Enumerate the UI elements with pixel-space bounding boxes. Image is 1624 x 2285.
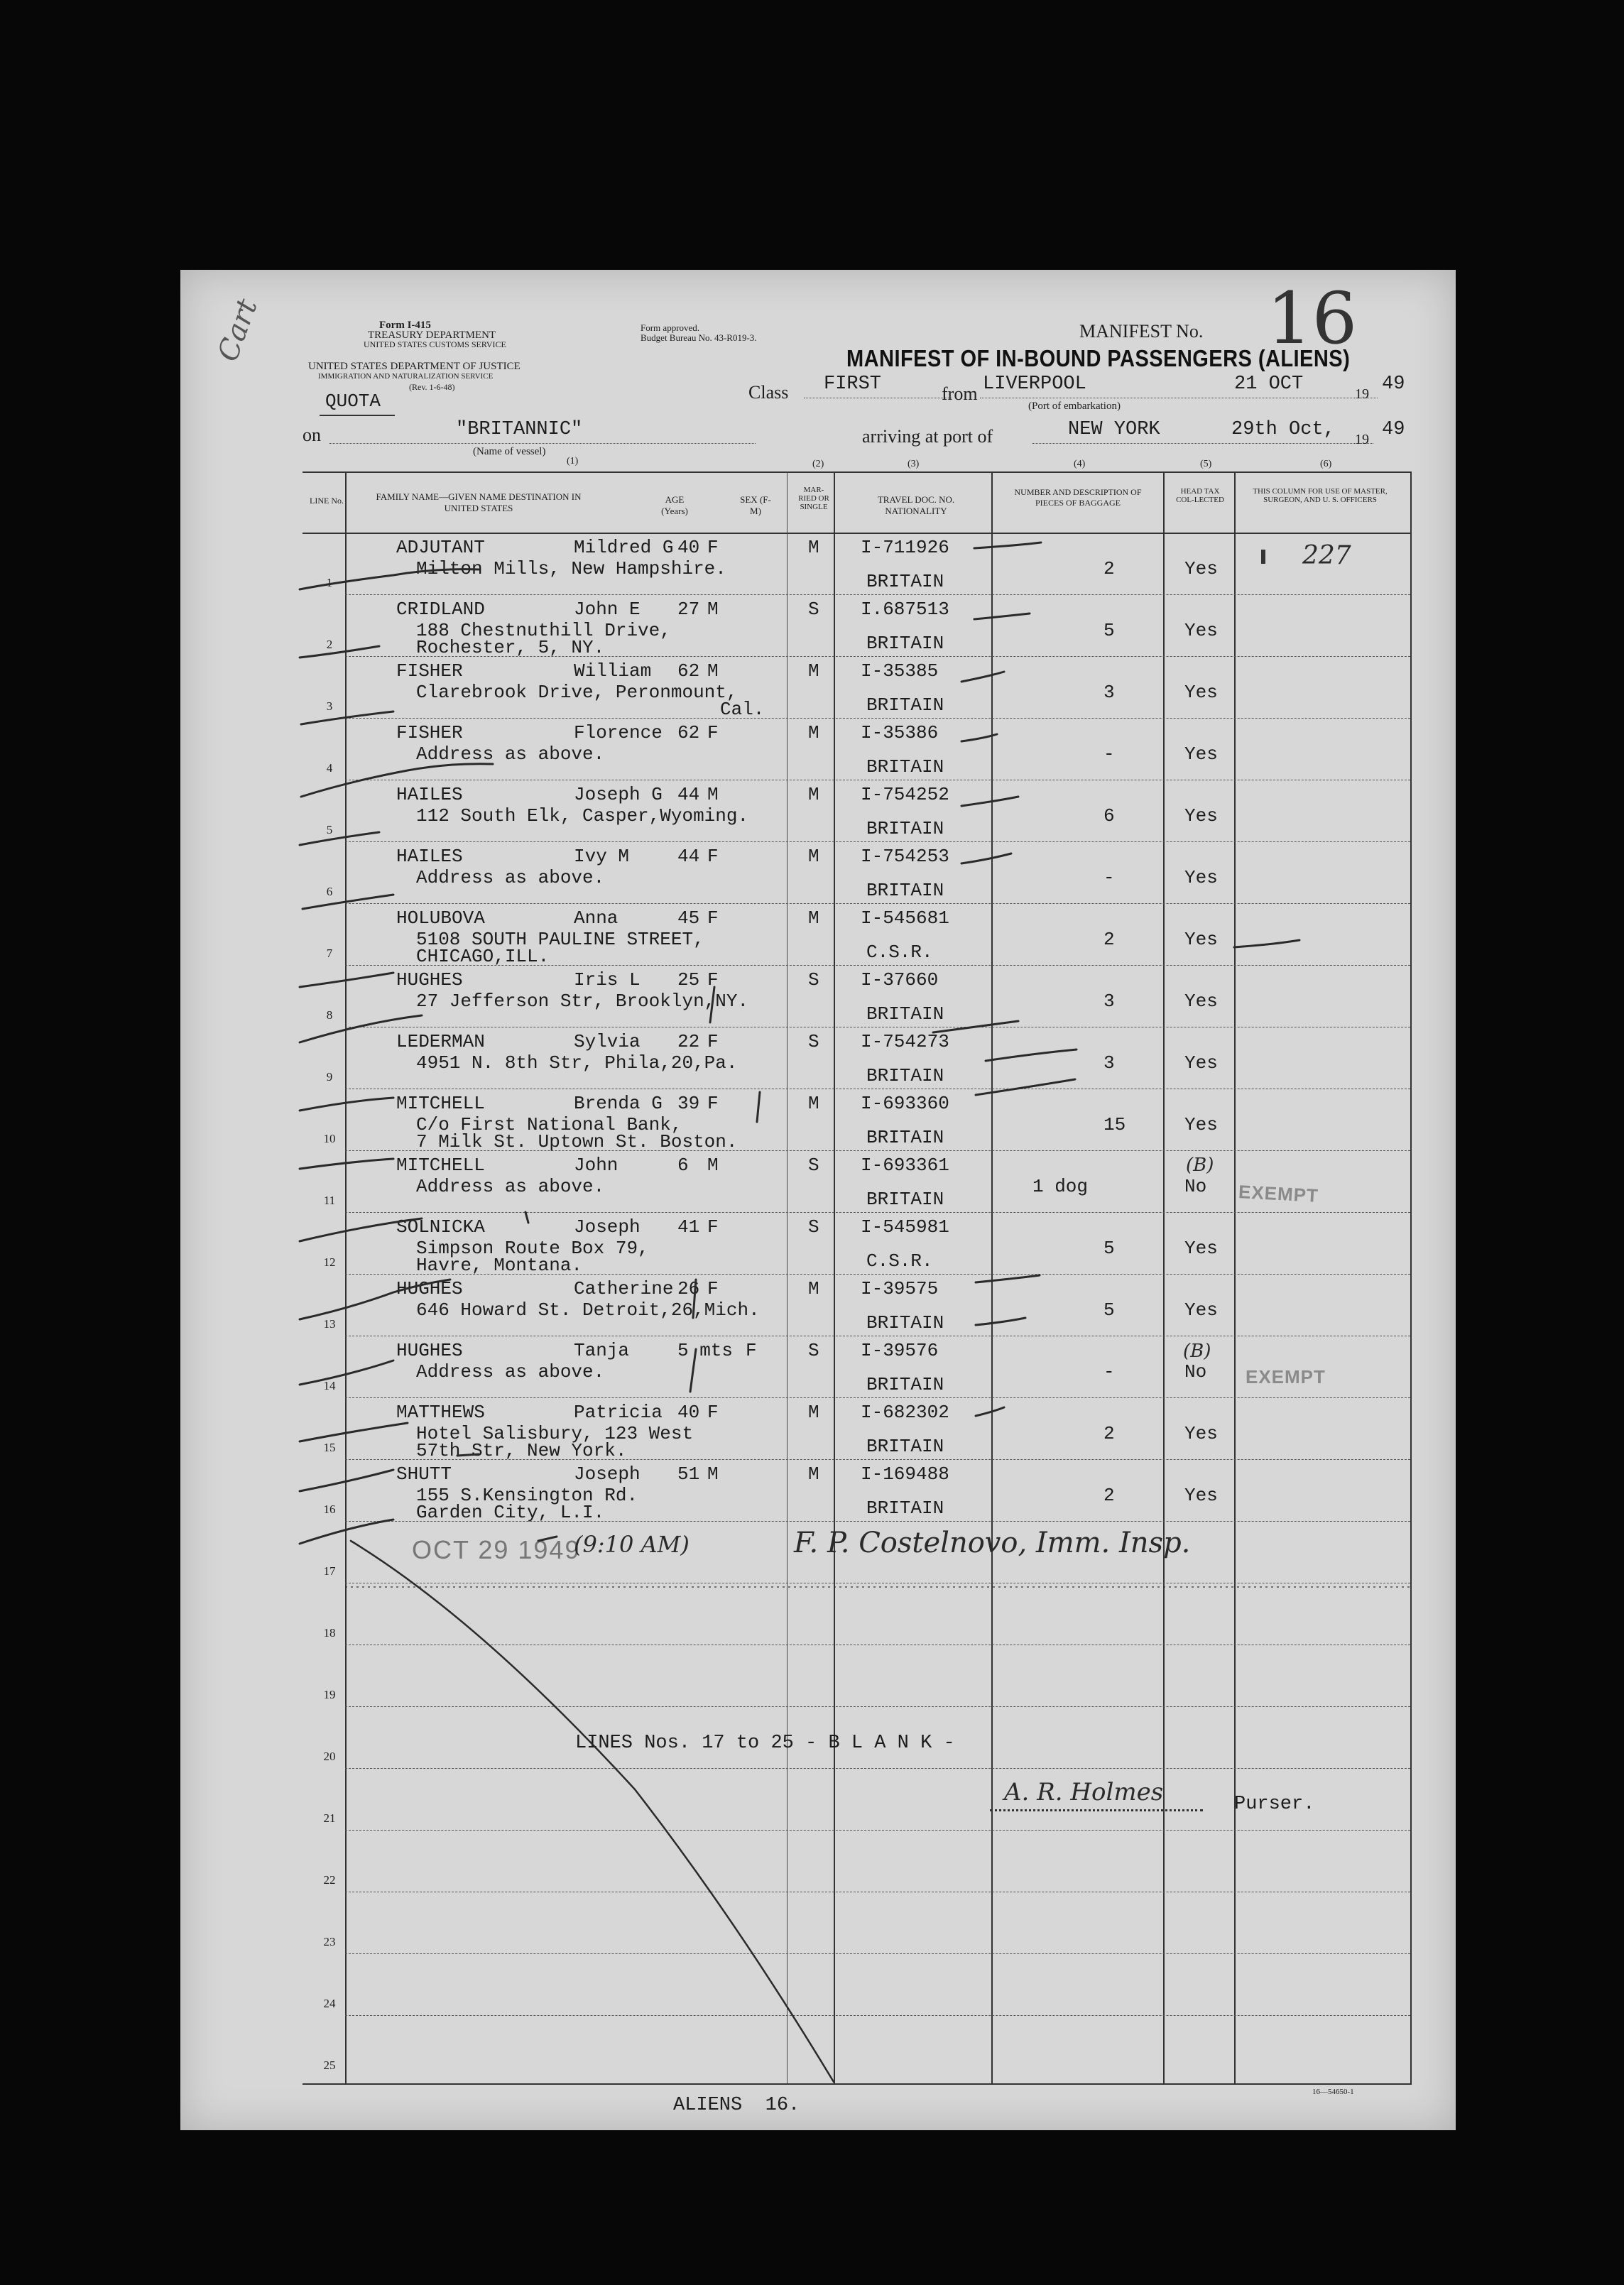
customs-service: UNITED STATES CUSTOMS SERVICE [364, 339, 506, 349]
purser-signature: A. R. Holmes [1004, 1778, 1164, 1806]
sex-value: F [746, 1340, 757, 1361]
treasury-department: TREASURY DEPARTMENT [368, 329, 496, 341]
from-label: from [942, 383, 978, 404]
destination-line-2: Cal. [720, 699, 765, 720]
travel-doc-number: I-693361 [861, 1155, 949, 1176]
travel-doc-number: I-754252 [861, 784, 949, 805]
nationality: BRITAIN [866, 571, 944, 592]
line-number: 11 [323, 1194, 336, 1207]
travel-doc-number: I-35386 [861, 722, 939, 743]
family-name: HUGHES [396, 969, 463, 991]
nationality: C.S.R. [866, 942, 933, 963]
line-number: 1 [326, 576, 333, 589]
age-value: 26 [677, 1278, 700, 1299]
destination-line-2: 57th Str, New York. [416, 1440, 627, 1461]
family-name: HAILES [396, 784, 463, 805]
marital-status: M [808, 846, 819, 867]
age-value: 5 mts [677, 1340, 734, 1361]
travel-doc-number: I-754273 [861, 1031, 949, 1052]
marital-status: M [808, 722, 819, 743]
nationality: BRITAIN [866, 880, 944, 901]
nationality: BRITAIN [866, 1498, 944, 1519]
baggage-count: - [1103, 867, 1115, 888]
sex-value: F [707, 1093, 719, 1114]
baggage-count: 3 [1103, 682, 1115, 703]
family-name: HAILES [396, 846, 463, 867]
age-value: 62 [677, 722, 700, 743]
line-number: 15 [323, 1441, 336, 1454]
line-number: 10 [323, 1132, 336, 1145]
head-tax: No [1184, 1361, 1207, 1383]
destination-line-1: 112 South Elk, Casper,Wyoming. [416, 805, 749, 827]
head-tax: No [1184, 1176, 1207, 1197]
given-name: Joseph [574, 1463, 641, 1485]
nationality: BRITAIN [866, 756, 944, 778]
nationality: BRITAIN [866, 1189, 944, 1210]
given-name: Brenda G [574, 1093, 663, 1114]
family-name: SHUTT [396, 1463, 452, 1485]
travel-doc-number: I-37660 [861, 969, 939, 991]
marital-status: M [808, 660, 819, 682]
head-tax: Yes [1184, 682, 1218, 703]
head-tax: Yes [1184, 558, 1218, 579]
marital-status: M [808, 1093, 819, 1114]
destination-line-1: C/o First National Bank, [416, 1114, 682, 1135]
destination-line-2: 7 Milk St. Uptown St. Boston. [416, 1131, 738, 1152]
age-value: 40 [677, 537, 700, 558]
sex-value: M [707, 660, 719, 682]
head-tax: Yes [1184, 1299, 1218, 1321]
line-number: 9 [326, 1070, 333, 1084]
baggage-count: 2 [1103, 929, 1115, 950]
marital-status: S [808, 1216, 819, 1238]
line-number: 8 [326, 1008, 333, 1022]
nationality: BRITAIN [866, 818, 944, 839]
baggage-count: 1 dog [1032, 1176, 1089, 1197]
travel-doc-number: I-169488 [861, 1463, 949, 1485]
purser-label: Purser. [1234, 1794, 1315, 1815]
sex-value: F [707, 846, 719, 867]
destination-line-2: Havre, Montana. [416, 1255, 583, 1276]
travel-doc-number: I-711926 [861, 537, 949, 558]
given-name: Tanja [574, 1340, 630, 1361]
marital-status: S [808, 1155, 819, 1176]
col-number-5: (5) [1200, 459, 1212, 469]
age-value: 40 [677, 1402, 700, 1423]
line-number: 4 [326, 761, 333, 775]
given-name: Mildred G [574, 537, 674, 558]
family-name: FISHER [396, 722, 463, 743]
departure-date: 21 OCT [1234, 373, 1304, 395]
line-number: 24 [323, 1997, 336, 2010]
given-name: Catherine [574, 1278, 674, 1299]
line-number: 7 [326, 947, 333, 960]
sex-value: F [707, 1031, 719, 1052]
arrival-port: NEW YORK [1068, 419, 1160, 440]
vessel-name: "BRITANNIC" [456, 419, 583, 440]
marital-status: M [808, 1278, 819, 1299]
family-name: FISHER [396, 660, 463, 682]
destination-line-1: 4951 N. 8th Str, Phila,20,Pa. [416, 1052, 738, 1074]
marital-status: S [808, 599, 819, 620]
nationality: BRITAIN [866, 1312, 944, 1334]
family-name: HOLUBOVA [396, 907, 485, 929]
nationality: BRITAIN [866, 1127, 944, 1148]
department-of-justice: UNITED STATES DEPARTMENT OF JUSTICE [308, 361, 521, 372]
arrival-date: 29th Oct, [1231, 419, 1335, 440]
sex-value: F [707, 1402, 719, 1423]
line-number: 5 [326, 823, 333, 836]
quota-label: QUOTA [325, 391, 381, 412]
manifest-title: MANIFEST OF IN-BOUND PASSENGERS (ALIENS) [846, 345, 1351, 371]
destination-line-1: Milton Mills, New Hampshire. [416, 558, 726, 579]
head-tax: Yes [1184, 1485, 1218, 1506]
head-tax: Yes [1184, 1052, 1218, 1074]
destination-line-1: 646 Howard St. Detroit,26,Mich. [416, 1299, 760, 1321]
head-tax: Yes [1184, 991, 1218, 1012]
line-number: 25 [323, 2058, 336, 2072]
baggage-count: 2 [1103, 1423, 1115, 1444]
col-number-4: (4) [1074, 459, 1086, 469]
rev-label: (Rev. 1-6-48) [409, 382, 455, 392]
given-name: Florence [574, 722, 663, 743]
family-name: MITCHELL [396, 1155, 485, 1176]
baggage-count: 3 [1103, 1052, 1115, 1074]
departure-year: 49 [1382, 373, 1405, 395]
age-value: 22 [677, 1031, 700, 1052]
inspection-time-note: (9:10 AM) [574, 1531, 690, 1558]
family-name: HUGHES [396, 1278, 463, 1299]
marital-status: M [808, 1463, 819, 1485]
baggage-count: - [1103, 743, 1115, 765]
col-header-sex: SEX (F-M) [740, 494, 771, 516]
age-value: 6 [677, 1155, 689, 1176]
marital-status: S [808, 969, 819, 991]
officer-note-row1: 227 [1302, 541, 1351, 570]
travel-doc-number: I-682302 [861, 1402, 949, 1423]
inspection-date-stamp: OCT 29 1949 [412, 1535, 581, 1564]
class-value: FIRST [824, 373, 882, 395]
marital-status: M [808, 1402, 819, 1423]
manifest-no-label: MANIFEST No. [1079, 321, 1204, 342]
port-embark-caption: (Port of embarkation) [1028, 400, 1121, 412]
col-header-travel-doc: TRAVEL DOC. NO. NATIONALITY [877, 494, 955, 516]
family-name: ADJUTANT [396, 537, 485, 558]
given-name: Anna [574, 907, 618, 929]
destination-line-1: Hotel Salisbury, 123 West [416, 1423, 694, 1444]
sex-value: F [707, 1216, 719, 1238]
age-value: 39 [677, 1093, 700, 1114]
col-header-head-tax: HEAD TAX COL-LECTED [1176, 487, 1224, 504]
given-name: Patricia [574, 1402, 663, 1423]
marital-status: S [808, 1031, 819, 1052]
destination-line-1: Simpson Route Box 79, [416, 1238, 649, 1259]
inspector-signature: F. P. Costelnovo, Imm. Insp. [794, 1527, 1191, 1559]
age-value: 25 [677, 969, 700, 991]
family-name: CRIDLAND [396, 599, 485, 620]
baggage-count: 2 [1103, 1485, 1115, 1506]
margin-note: Cart [211, 295, 264, 366]
baggage-count: 6 [1103, 805, 1115, 827]
destination-line-1: 155 S.Kensington Rd. [416, 1485, 638, 1506]
travel-doc-number: I-693360 [861, 1093, 949, 1114]
col-header-name: FAMILY NAME—GIVEN NAME DESTINATION IN UNITED STATES [376, 491, 582, 513]
line-number: 13 [323, 1317, 336, 1331]
col-header-officers: THIS COLUMN FOR USE OF MASTER, SURGEON, AND U. S. OFFICERS [1253, 487, 1388, 504]
given-name: John [574, 1155, 618, 1176]
line-number: 18 [323, 1626, 336, 1640]
col-number-3: (3) [908, 459, 920, 469]
b-mark-row14: (B) [1183, 1341, 1211, 1362]
head-tax: Yes [1184, 1423, 1218, 1444]
given-name: Joseph G [574, 784, 663, 805]
footer-code: 16—54650-1 [1312, 2088, 1354, 2096]
sex-value: F [707, 722, 719, 743]
nationality: BRITAIN [866, 694, 944, 716]
nationality: BRITAIN [866, 633, 944, 654]
line-number: 14 [323, 1379, 336, 1392]
family-name: HUGHES [396, 1340, 463, 1361]
handwritten-strokes [180, 270, 1456, 2130]
line-number: 22 [323, 1873, 336, 1887]
class-label: Class [748, 382, 789, 403]
given-name: John E [574, 599, 641, 620]
col-header-line-no: LINE No. [310, 496, 344, 506]
marital-status: M [808, 784, 819, 805]
travel-doc-number: I-754253 [861, 846, 949, 867]
line-number: 23 [323, 1935, 336, 1948]
manifest-no-value: 16 [1267, 277, 1358, 360]
col-number-1: (1) [567, 456, 579, 467]
travel-doc-number: I.687513 [861, 599, 949, 620]
destination-line-1: 5108 SOUTH PAULINE STREET, [416, 929, 704, 950]
exempt-stamp-row11: EXEMPT [1238, 1181, 1319, 1206]
given-name: Sylvia [574, 1031, 641, 1052]
manifest-page [180, 270, 1456, 2130]
age-value: 51 [677, 1463, 700, 1485]
footer-aliens: ALIENS 16. [673, 2095, 800, 2116]
age-value: 44 [677, 846, 700, 867]
line-number: 3 [326, 699, 333, 713]
nationality: BRITAIN [866, 1065, 944, 1086]
destination-line-2: CHICAGO,ILL. [416, 946, 550, 967]
travel-doc-number: I-35385 [861, 660, 939, 682]
travel-doc-number: I-545981 [861, 1216, 949, 1238]
destination-line-1: 27 Jefferson Str, Brooklyn,NY. [416, 991, 749, 1012]
marital-status: M [808, 907, 819, 929]
nationality: C.S.R. [866, 1250, 933, 1272]
destination-line-1: 188 Chestnuthill Drive, [416, 620, 671, 641]
ins-label: IMMIGRATION AND NATURALIZATION SERVICE [318, 372, 494, 381]
line-number: 19 [323, 1688, 336, 1701]
destination-line-1: Address as above. [416, 1176, 605, 1197]
head-tax: Yes [1184, 620, 1218, 641]
destination-line-1: Clarebrook Drive, Peronmount, [416, 682, 738, 703]
blank-lines-note: LINES Nos. 17 to 25 - B L A N K - [575, 1733, 955, 1754]
age-value: 27 [677, 599, 700, 620]
sex-value: F [707, 907, 719, 929]
family-name: SOLNICKA [396, 1216, 485, 1238]
travel-doc-number: I-39576 [861, 1340, 939, 1361]
line-number: 12 [323, 1255, 336, 1269]
destination-line-2: Garden City, L.I. [416, 1502, 605, 1523]
line-number: 2 [326, 638, 333, 651]
col-number-2: (2) [812, 459, 824, 469]
age-value: 62 [677, 660, 700, 682]
sex-value: F [707, 969, 719, 991]
given-name: Iris L [574, 969, 641, 991]
travel-doc-number: I-39575 [861, 1278, 939, 1299]
marital-status: S [808, 1340, 819, 1361]
head-tax: Yes [1184, 1114, 1218, 1135]
line-number: 6 [326, 885, 333, 898]
baggage-count: 5 [1103, 1299, 1115, 1321]
family-name: MATTHEWS [396, 1402, 485, 1423]
destination-line-1: Address as above. [416, 743, 605, 765]
sex-value: F [707, 537, 719, 558]
sex-value: M [707, 599, 719, 620]
col-header-married: MAR-RIED OR SINGLE [798, 486, 829, 511]
sex-value: M [707, 784, 719, 805]
arrival-year-prefix: 19 [1355, 432, 1369, 447]
departure-year-prefix: 19 [1355, 386, 1369, 402]
nationality: BRITAIN [866, 1374, 944, 1395]
destination-line-1: Address as above. [416, 867, 605, 888]
baggage-count: 5 [1103, 620, 1115, 641]
arriving-label: arriving at port of [862, 426, 993, 447]
col-number-6: (6) [1320, 459, 1332, 469]
head-tax: Yes [1184, 929, 1218, 950]
line-number: 17 [323, 1564, 336, 1578]
head-tax: Yes [1184, 1238, 1218, 1259]
head-tax: Yes [1184, 743, 1218, 765]
age-value: 44 [677, 784, 700, 805]
destination-line-2: Rochester, 5, NY. [416, 637, 605, 658]
sex-value: M [707, 1155, 719, 1176]
given-name: William [574, 660, 652, 682]
nationality: BRITAIN [866, 1436, 944, 1457]
baggage-count: 3 [1103, 991, 1115, 1012]
line-number: 20 [323, 1750, 336, 1763]
baggage-count: 2 [1103, 558, 1115, 579]
sex-value: M [707, 1463, 719, 1485]
arrival-year: 49 [1382, 419, 1405, 440]
line-number: 16 [323, 1503, 336, 1516]
age-value: 45 [677, 907, 700, 929]
head-tax: Yes [1184, 867, 1218, 888]
from-value: LIVERPOOL [983, 373, 1086, 395]
family-name: LEDERMAN [396, 1031, 485, 1052]
form-number: Form I-415 [379, 320, 431, 331]
baggage-count: 5 [1103, 1238, 1115, 1259]
form-approved: Form approved. [641, 322, 700, 333]
travel-doc-number: I-545681 [861, 907, 949, 929]
given-name: Ivy M [574, 846, 630, 867]
destination-line-1: Address as above. [416, 1361, 605, 1383]
col-header-age: AGE (Years) [661, 494, 688, 516]
baggage-count: 15 [1103, 1114, 1126, 1135]
head-tax: Yes [1184, 805, 1218, 827]
line-number: 21 [323, 1811, 336, 1825]
exempt-stamp-row14: EXEMPT [1246, 1366, 1326, 1387]
age-value: 41 [677, 1216, 700, 1238]
baggage-count: - [1103, 1361, 1115, 1383]
family-name: MITCHELL [396, 1093, 485, 1114]
vessel-caption: (Name of vessel) [473, 446, 546, 457]
on-label: on [303, 425, 321, 445]
sex-value: F [707, 1278, 719, 1299]
given-name: Joseph [574, 1216, 641, 1238]
b-mark-row11: (B) [1186, 1155, 1214, 1176]
col-header-baggage: NUMBER AND DESCRIPTION OF PIECES OF BAGGAGE [1014, 487, 1142, 508]
budget-bureau: Budget Bureau No. 43-R019-3. [641, 332, 757, 343]
nationality: BRITAIN [866, 1003, 944, 1025]
marital-status: M [808, 537, 819, 558]
